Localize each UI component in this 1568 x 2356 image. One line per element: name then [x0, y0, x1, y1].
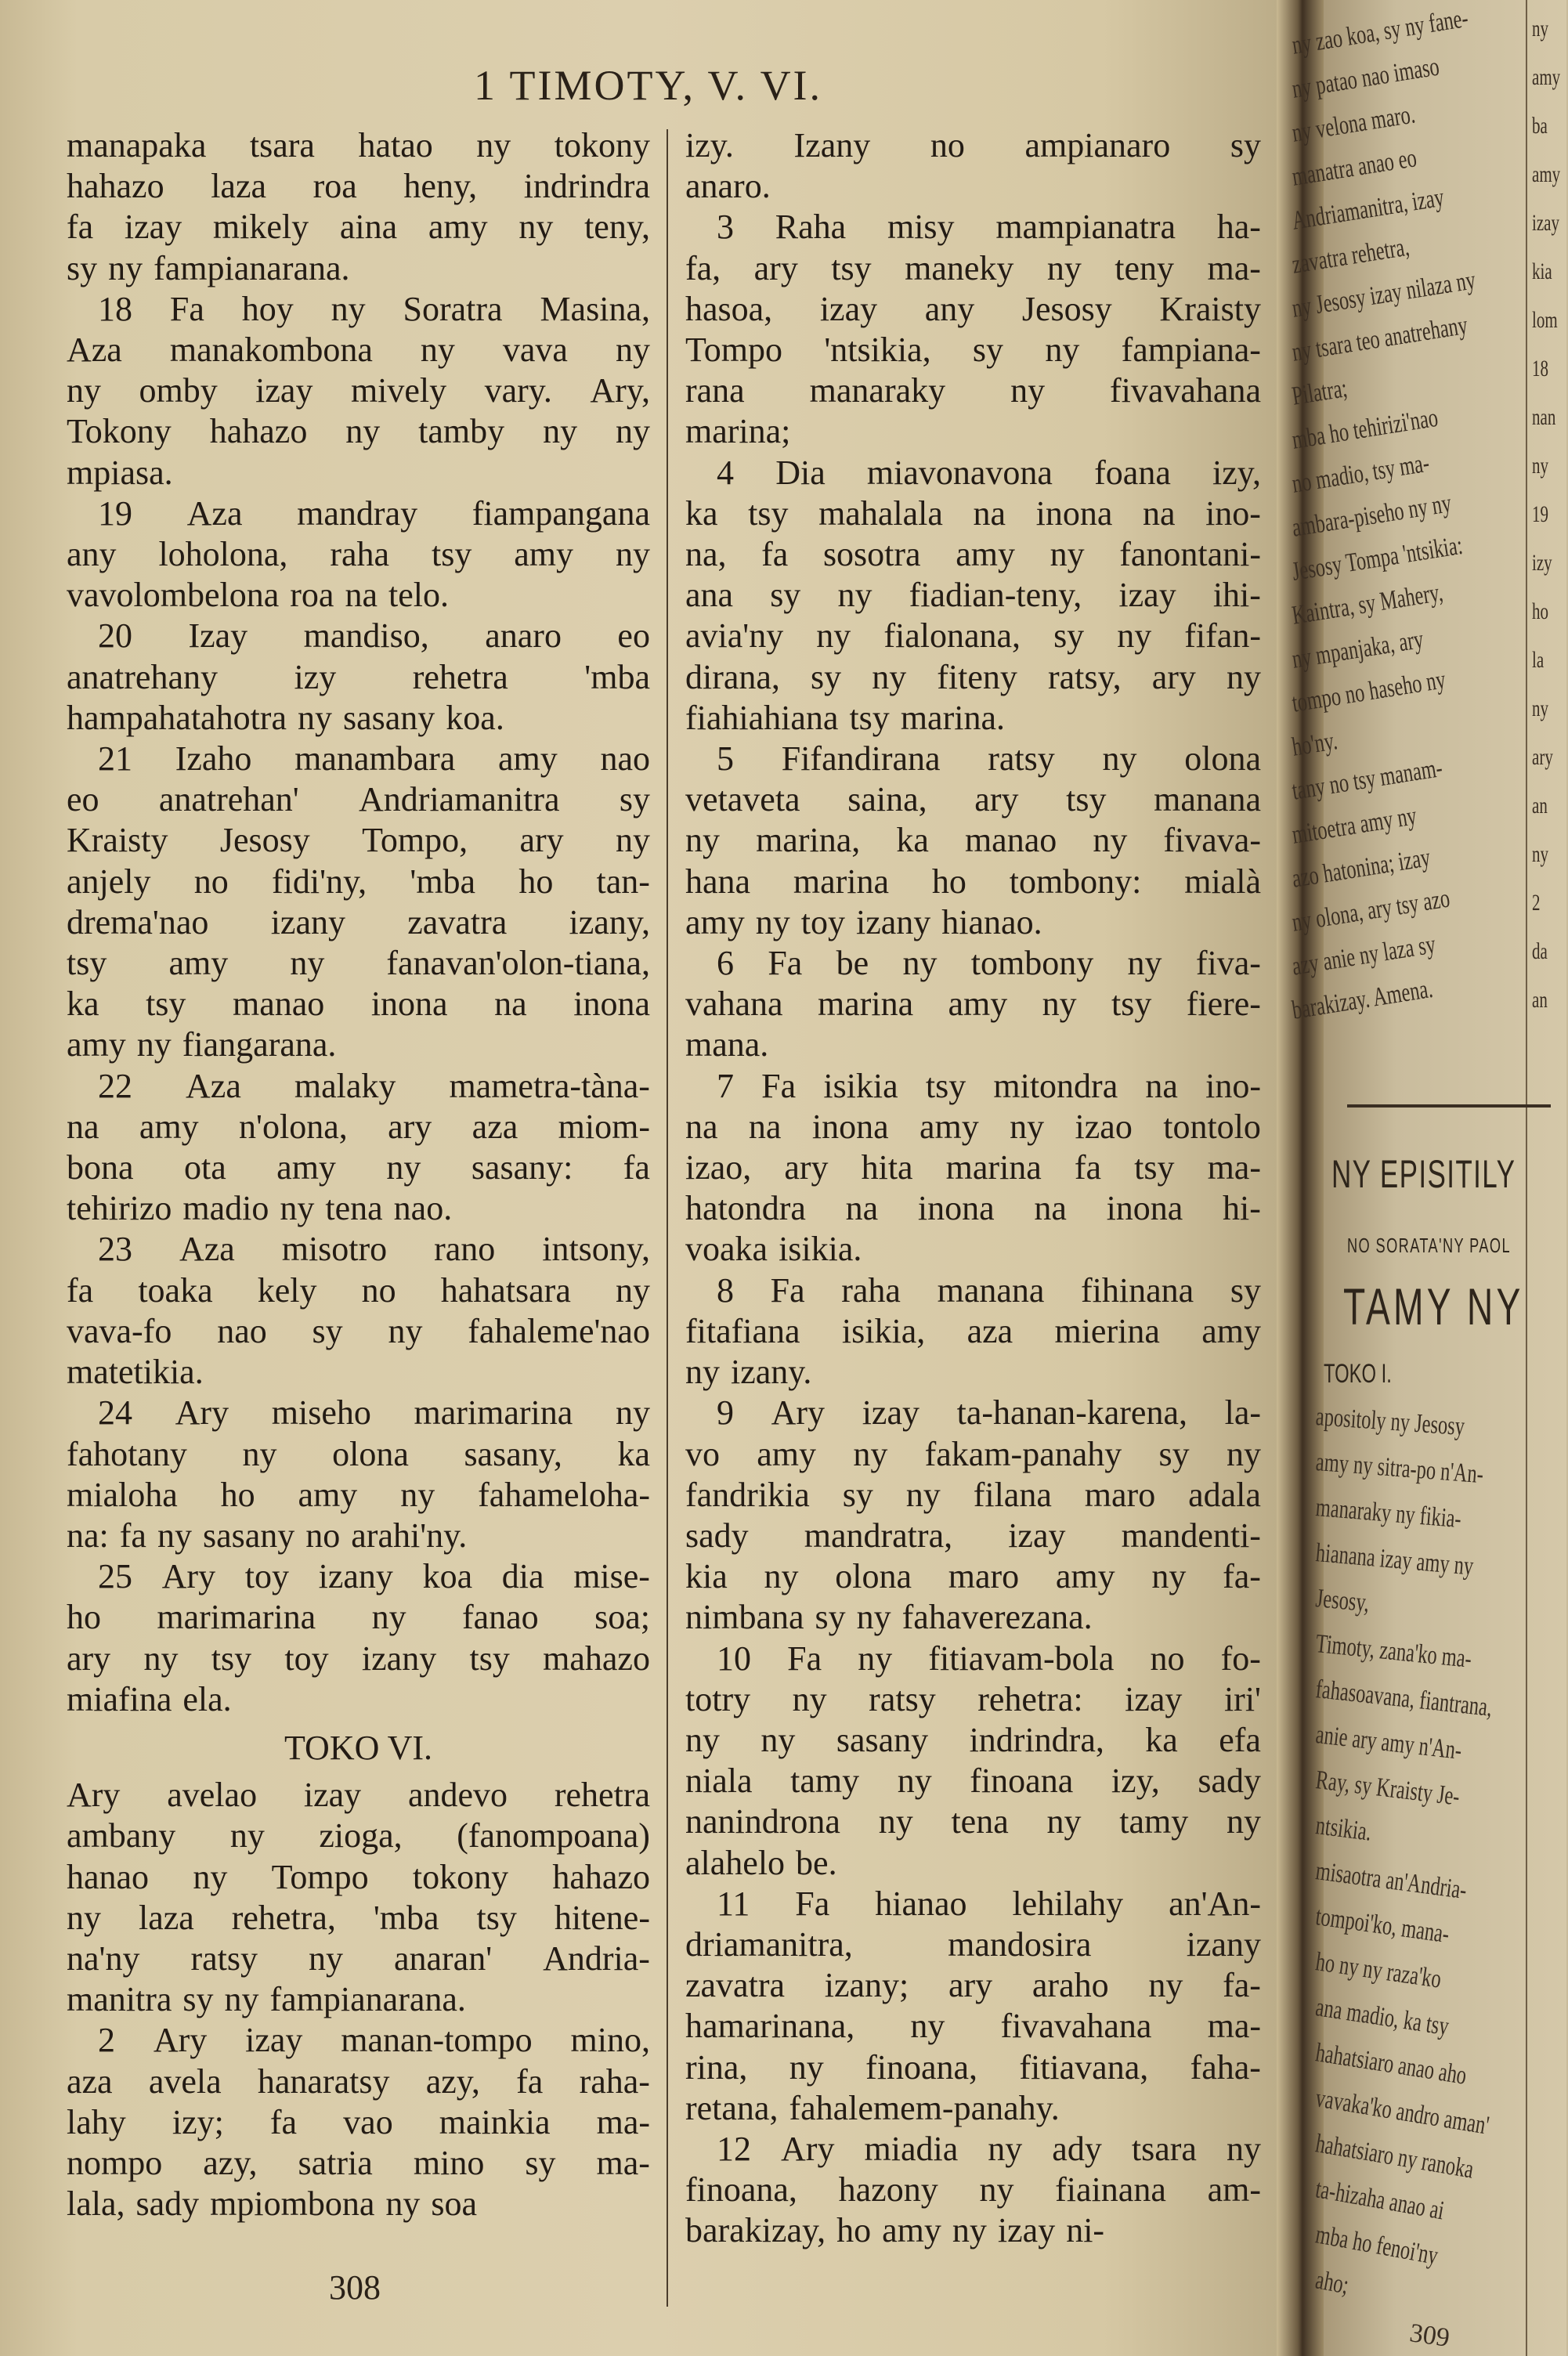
text-line: 10 Fa ny fitiavam-bola no fo-: [717, 1639, 1261, 1678]
facing-side-fragment: ary: [1532, 744, 1553, 770]
text-line: na amy n'olona, ary aza miom-: [67, 1107, 650, 1146]
facing-text-line: tompoi'ko, mana-: [1313, 1902, 1451, 1949]
text-line: rana manaraky ny fivavahana: [685, 371, 1261, 410]
book-page-right-partial: [1290, 0, 1566, 2356]
text-line: fandrikia sy ny filana maro adala: [685, 1475, 1261, 1514]
text-line: hatondra na inona na inona hi-: [685, 1189, 1261, 1228]
text-line: lala, sady mpiombona ny soa: [67, 2184, 478, 2224]
text-line: ny ny sasany indrindra, ka efa: [685, 1720, 1261, 1759]
text-line: totry ny ratsy rehetra: izay iri': [685, 1679, 1261, 1718]
text-line: nanindrona ny tena ny tamy ny: [685, 1802, 1261, 1841]
text-line: Kraisty Jesosy Tompo, ary ny: [67, 821, 650, 860]
facing-text-line: ny olona, ary tsy azo: [1290, 884, 1452, 938]
text-line: na na inona amy ny izao tontolo: [685, 1107, 1261, 1146]
facing-side-fragment: an: [1532, 793, 1548, 818]
text-line: alahelo be.: [685, 1843, 837, 1882]
text-line: ka tsy mahalala na inona na ino-: [685, 493, 1261, 533]
facing-text-line: hahatsiaro ny ranoka: [1313, 2129, 1476, 2184]
text-line: 3 Raha misy mampianatra ha-: [717, 208, 1261, 247]
text-line: fa izay mikely aina amy ny teny,: [67, 208, 650, 247]
text-line: 6 Fa be ny tombony ny fiva-: [717, 944, 1261, 983]
facing-text-line: mba ho tehirizi'nao: [1290, 403, 1440, 455]
facing-side-fragment: 2: [1532, 890, 1541, 916]
facing-side-fragment: da: [1532, 938, 1548, 964]
text-line: mialoha ho amy ny fahameloha-: [67, 1475, 650, 1514]
facing-text-line: ta-hizaha anao ai: [1313, 2174, 1447, 2226]
text-line: kia ny olona maro amy ny fa-: [685, 1557, 1261, 1596]
facing-text-line: ny velona maro.: [1290, 99, 1418, 148]
facing-text-line: tompo no haseho ny: [1290, 665, 1448, 718]
facing-text-line: ana madio, ka tsy: [1313, 1993, 1451, 2042]
facing-text-line: barakizay. Amena.: [1290, 974, 1435, 1025]
text-line: 11 Fa hianao lehilahy an'An-: [717, 1884, 1261, 1923]
facing-side-fragment: ny: [1532, 16, 1548, 42]
text-line: ambany ny zioga, (fanompoana): [67, 1816, 650, 1856]
text-line: nimbana sy ny fahaverezana.: [685, 1598, 1093, 1637]
text-line: izao, ary hita marina fa tsy ma-: [685, 1148, 1261, 1187]
text-line: manapaka tsara hatao ny tokony: [67, 126, 650, 164]
text-line: matetikia.: [67, 1353, 204, 1392]
text-line: 8 Fa raha manana fihinana sy: [717, 1270, 1261, 1310]
column-divider: [667, 129, 668, 2307]
facing-text-line: manaraky ny fikia-: [1314, 1493, 1463, 1534]
facing-side-fragment: ny: [1532, 696, 1548, 721]
text-line: ny laza rehetra, 'mba tsy hitene-: [67, 1898, 650, 1937]
text-line: anatrehany izy rehetra 'mba: [67, 657, 650, 696]
text-line: hana marina ho tombony: mialà: [685, 862, 1261, 901]
facing-text-line: ny mpanjaka, ary: [1290, 624, 1425, 674]
text-line: niala tamy ny finoana izy, sady: [685, 1762, 1261, 1801]
text-line: 18 Fa hoy ny Soratra Masina,: [98, 289, 650, 328]
text-line: 19 Aza mandray fiampangana: [98, 493, 650, 533]
text-line: 22 Aza malaky mametra-tàna-: [98, 1066, 650, 1105]
facing-side-fragment: izay: [1532, 210, 1559, 236]
text-line: izy. Izany no ampianaro sy: [685, 126, 1261, 164]
text-line: eo anatrehan' Andriamanitra sy: [67, 780, 650, 819]
text-line: fa, ary tsy maneky ny teny ma-: [685, 248, 1261, 287]
text-line: sy ny fampianarana.: [67, 248, 350, 287]
facing-text-line: ny patao nao imaso: [1290, 52, 1442, 104]
facing-text-line: misaotra an'Andria-: [1313, 1856, 1469, 1906]
text-line: fiahiahiana tsy marina.: [685, 698, 1005, 737]
facing-text-line: ho ny ny raza'ko: [1313, 1947, 1443, 1994]
facing-side-fragment: ba: [1532, 113, 1548, 139]
facing-page-number: 309: [1407, 2318, 1452, 2353]
text-line: 12 Ary miadia ny ady tsara ny: [717, 2129, 1261, 2168]
text-line: rina, ny finoana, fitiavana, faha-: [685, 2047, 1261, 2087]
text-line: anjely no fidi'ny, 'mba ho tan-: [67, 862, 650, 901]
text-line: tsy amy ny fanavan'olon-tiana,: [67, 944, 650, 983]
facing-text-line: Timoty, zana'ko ma-: [1314, 1629, 1473, 1674]
text-line: na'ny ratsy ny anaran' Andria-: [67, 1939, 650, 1978]
facing-text-line: ntsikia.: [1313, 1811, 1374, 1847]
facing-text-line: ny Jesosy izay nilaza ny: [1290, 266, 1478, 323]
text-line: ny izany.: [685, 1353, 812, 1392]
facing-side-fragment: nan: [1532, 404, 1556, 430]
text-line: 20 Izay mandiso, anaro eo: [98, 616, 650, 656]
text-line: aza avela hanaratsy azy, fa raha-: [67, 2062, 650, 2101]
facing-text-line: manatra anao eo: [1290, 143, 1419, 192]
facing-text-line: Jesosy,: [1314, 1584, 1371, 1618]
text-line: marina;: [685, 412, 791, 451]
text-line: voaka isikia.: [685, 1230, 862, 1269]
text-line: avia'ny ny fialonana, sy ny fifan-: [685, 616, 1261, 656]
facing-side-fragment: 19: [1532, 501, 1548, 527]
facing-text-line: azo hatonina; izay: [1290, 843, 1433, 894]
text-line: Tompo 'ntsikia, sy ny fampiana-: [685, 331, 1261, 370]
facing-heading: TOKO I.: [1324, 1359, 1392, 1389]
text-line: 9 Ary izay ta-hanan-karena, la-: [717, 1393, 1261, 1433]
text-line: bona ota amy ny sasany: fa: [67, 1148, 650, 1187]
text-line: ka tsy manao inona na inona: [67, 985, 650, 1024]
facing-side-fragment: ny: [1532, 841, 1548, 867]
facing-text-line: anie ary amy n'An-: [1313, 1720, 1464, 1765]
text-line: fitafiana isikia, aza mierina amy: [685, 1311, 1261, 1350]
facing-text-line: ny tsara teo anatrehany: [1290, 310, 1470, 367]
text-line: 5 Fifandirana ratsy ny olona: [717, 739, 1261, 779]
facing-text-line: tany no tsy manam-: [1290, 753, 1445, 806]
facing-side-fragment: ny: [1532, 453, 1548, 479]
text-line: ho marimarina ny fanao soa;: [67, 1598, 650, 1637]
facing-side-fragment: an: [1532, 987, 1548, 1013]
text-line: vava-fo nao sy ny fahaleme'nao: [67, 1311, 650, 1350]
facing-text-line: no madio, tsy ma-: [1290, 448, 1432, 499]
text-line: ny marina, ka manao ny fivava-: [685, 821, 1261, 860]
facing-text-line: aho;: [1313, 2265, 1351, 2300]
facing-text-line: zavatra rehetra,: [1290, 232, 1411, 280]
text-line: ana sy ny fiadian-teny, izay ihi-: [685, 576, 1261, 615]
text-line: hamarinana, ny fivavahana ma-: [685, 2007, 1261, 2046]
text-line: amy ny fiangarana.: [67, 1025, 337, 1064]
text-line: finoana, hazony ny fiainana am-: [685, 2170, 1261, 2210]
text-line: anaro.: [685, 167, 771, 206]
facing-side-fragment: 18: [1532, 356, 1548, 381]
text-line: 25 Ary toy izany koa dia mise-: [98, 1557, 650, 1596]
facing-text-line: amy ny sitra-po n'An-: [1314, 1447, 1485, 1490]
text-line: hahazo laza roa heny, indrindra: [67, 167, 650, 206]
facing-side-fragment: amy: [1532, 64, 1561, 90]
facing-text-line: ambara-piseho ny ny: [1290, 489, 1454, 543]
text-line: tehirizo madio ny tena nao.: [67, 1189, 453, 1228]
text-line: vo amy ny fakam-panahy sy ny: [685, 1434, 1261, 1473]
left-column: [67, 125, 650, 2224]
text-line: sady mandratra, izay mandenti-: [685, 1516, 1261, 1555]
page-number: 308: [329, 2268, 381, 2307]
text-line: 7 Fa isikia tsy mitondra na ino-: [717, 1066, 1261, 1105]
facing-text-line: Pilatra;: [1290, 374, 1349, 411]
facing-side-fragment: izy: [1532, 550, 1552, 576]
facing-text-line: vavaka'ko andro aman': [1313, 2083, 1491, 2141]
text-line: lahy izy; fa vao mainkia ma-: [67, 2102, 650, 2141]
facing-heading: TAMY NY: [1343, 1277, 1524, 1335]
text-line: any loholona, raha tsy amy ny: [67, 535, 650, 574]
text-line: hanao ny Tompo tokony hahazo: [67, 1857, 650, 1896]
text-line: Ary avelao izay andevo rehetra: [67, 1776, 650, 1815]
facing-text-line: azy anie ny laza sy: [1290, 930, 1438, 981]
facing-heading: NO SORATA'NY PAOL: [1347, 1234, 1511, 1257]
facing-text-line: fahasoavana, fiantrana,: [1314, 1675, 1494, 1722]
text-line: fa toaka kely no hahatsara ny: [67, 1270, 650, 1310]
text-line: vavolombelona roa na telo.: [67, 576, 449, 615]
text-line: dirana, sy ny fiteny ratsy, ary ny: [685, 657, 1261, 696]
facing-text-line: hianana izay amy ny: [1314, 1538, 1475, 1581]
text-line: retana, fahalemem-panahy.: [685, 2088, 1060, 2127]
facing-text-line: Andriamanitra, izay: [1290, 182, 1447, 236]
text-line: 23 Aza misotro rano intsony,: [98, 1230, 650, 1269]
text-line: miafina ela.: [67, 1679, 232, 1718]
text-line: drema'nao izany zavatra izany,: [67, 902, 650, 941]
facing-divider-rule: [1347, 1104, 1551, 1108]
text-line: 21 Izaho manambara amy nao: [98, 739, 650, 779]
facing-side-fragment: amy: [1532, 161, 1561, 187]
facing-heading: NY EPISITILY: [1331, 1152, 1516, 1196]
text-line: hampahatahotra ny sasany koa.: [67, 698, 504, 737]
text-line: driamanitra, mandosira izany: [685, 1924, 1261, 1964]
text-line: Aza manakombona ny vava ny: [67, 331, 650, 370]
text-line: 24 Ary miseho marimarina ny: [98, 1393, 650, 1433]
text-line: vahana marina amy ny tsy fiere-: [685, 985, 1261, 1024]
chapter-heading: TOKO VI.: [284, 1728, 433, 1767]
facing-text-line: mitoetra amy ny: [1290, 801, 1419, 850]
facing-text-line: ny zao koa, sy ny fane-: [1290, 3, 1471, 60]
text-line: amy ny toy izany hianao.: [685, 902, 1042, 941]
facing-text-line: Jesosy Tompa 'ntsikia:: [1290, 530, 1465, 587]
facing-side-fragment: kia: [1532, 258, 1552, 284]
facing-text-line: mba ho fenoi'ny: [1313, 2220, 1440, 2271]
text-line: 4 Dia miavonavona foana izy,: [717, 453, 1261, 492]
facing-text-line: ho'ny.: [1290, 726, 1340, 762]
facing-text-line: apositoly ny Jesosy: [1314, 1402, 1466, 1442]
text-line: nompo azy, satria mino sy ma-: [67, 2143, 650, 2182]
text-line: zavatra izany; ary araho ny fa-: [685, 1966, 1261, 2005]
running-header: 1 TIMOTY, V. VI.: [473, 62, 823, 109]
facing-side-fragment: lom: [1532, 307, 1558, 333]
facing-text-line: Ray, sy Kraisty Je-: [1313, 1765, 1461, 1812]
facing-text-line: hahatsiaro anao aho: [1313, 2038, 1469, 2090]
text-line: vetaveta saina, ary tsy manana: [685, 780, 1261, 819]
text-line: mana.: [685, 1025, 769, 1064]
text-line: Tokony hahazo ny tamby ny ny: [67, 412, 650, 451]
facing-side-fragment: ho: [1532, 598, 1548, 624]
text-line: ny omby izay mively vary. Ary,: [67, 371, 650, 410]
facing-text-line: Kaintra, sy Mahery,: [1290, 577, 1445, 631]
text-line: fahotany ny olona sasany, ka: [67, 1434, 650, 1473]
text-line: barakizay, ho amy ny izay ni-: [685, 2211, 1105, 2250]
text-line: manitra sy ny fampianarana.: [67, 1980, 466, 2019]
right-column: [685, 125, 1261, 2252]
facing-side-column: [1526, 0, 1568, 2356]
text-line: na: fa ny sasany no arahi'ny.: [67, 1516, 468, 1555]
facing-side-fragment: la: [1532, 647, 1545, 673]
text-line: hasoa, izay any Jesosy Kraisty: [685, 289, 1261, 328]
text-line: ary ny tsy toy izany tsy mahazo: [67, 1639, 650, 1678]
text-line: 2 Ary izay manan-tompo mino,: [98, 2021, 650, 2060]
text-line: mpiasa.: [67, 453, 173, 492]
text-line: na, fa sosotra amy ny fanontani-: [685, 535, 1261, 574]
